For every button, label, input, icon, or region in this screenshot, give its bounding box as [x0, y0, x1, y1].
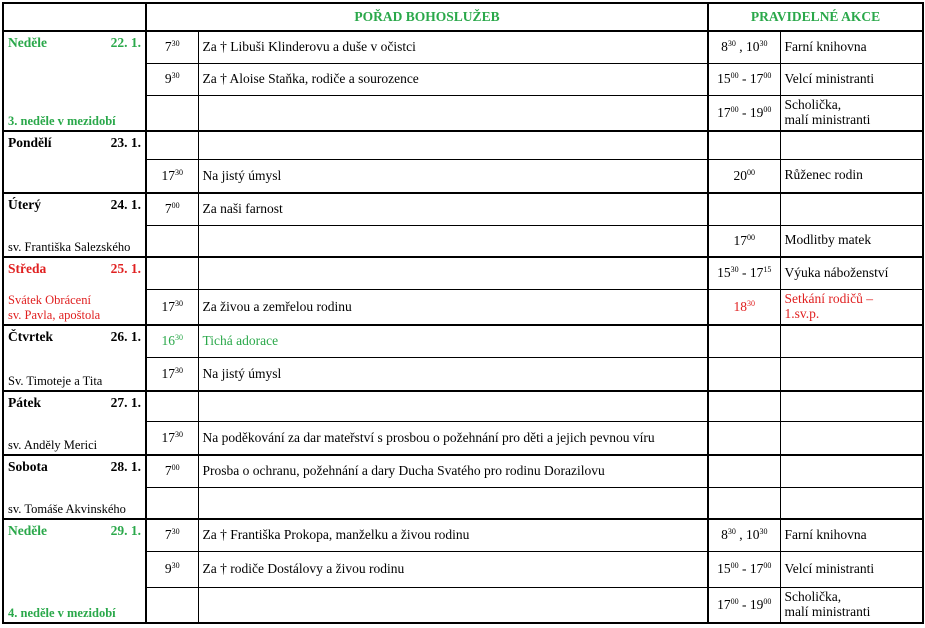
service-time [146, 159, 198, 193]
activity-time [708, 421, 780, 455]
time-hour: 17 [717, 104, 731, 120]
activity-name [780, 63, 923, 95]
time-minute: 30 [171, 561, 180, 570]
day-name: Středa [8, 261, 47, 276]
day-date: 23. 1. [110, 135, 141, 150]
activity-name [780, 325, 923, 357]
time-hour: 15 [717, 561, 731, 576]
day-cell [3, 325, 146, 391]
time-hour: - 17 [738, 71, 764, 86]
activity-line: malí ministranti [784, 603, 871, 619]
activity-time [708, 31, 780, 63]
header-blank [3, 3, 146, 31]
time-hour: - 19 [738, 596, 764, 612]
service-intention [198, 131, 708, 159]
activity-line: Farní knihovna [784, 526, 867, 542]
time-minute: 30 [727, 527, 736, 537]
service-time [146, 391, 198, 421]
service-intention [198, 225, 708, 257]
time-hour: 17 [161, 167, 175, 183]
time-hour: 17 [733, 232, 747, 248]
service-intention [198, 587, 708, 623]
service-time [146, 63, 198, 95]
service-intention: Za živou a zemřelou rodinu [198, 289, 708, 325]
activity-name [780, 487, 923, 519]
day-subtitle-line: 4. neděle v mezidobí [8, 605, 116, 620]
time-minute: 30 [175, 333, 183, 343]
activity-time [708, 519, 780, 551]
service-intention [198, 391, 708, 421]
day-subtitle [8, 606, 116, 620]
service-time [146, 519, 198, 551]
day-subtitle [8, 114, 116, 128]
time-hour: - 19 [738, 104, 764, 120]
activity-name [780, 159, 923, 193]
day-name: Neděle [8, 35, 47, 50]
activity-name [780, 357, 923, 391]
time-hour: 17 [717, 596, 731, 612]
activity-line: Setkání rodičů – [784, 290, 873, 306]
activity-line: Výuka náboženství [784, 264, 889, 280]
activity-name [780, 391, 923, 421]
activity-line: Růženec rodin [784, 167, 863, 183]
header-row [3, 3, 923, 31]
time-hour: 16 [161, 333, 175, 349]
day-cell [3, 391, 146, 455]
day-cell [3, 131, 146, 193]
service-time [146, 225, 198, 257]
header-services: POŘAD BOHOSLUŽEB [146, 3, 708, 31]
day-name: Úterý [8, 197, 41, 212]
service-intention: Na poděkování za dar mateřství s prosbou o požehnání pro děti a jejich pevnou víru [198, 421, 708, 455]
day-date: 26. 1. [110, 329, 141, 344]
day-subtitle-line: 3. neděle v mezidobí [8, 113, 116, 128]
time-hour: 9 [164, 71, 172, 86]
activity-time [708, 455, 780, 487]
service-time [146, 487, 198, 519]
activity-line: Modlitby matek [784, 232, 872, 248]
schedule-row [3, 193, 923, 225]
schedule-table [2, 2, 924, 624]
time-hour: 15 [717, 265, 731, 281]
time-hour: 7 [164, 201, 172, 217]
service-time [146, 289, 198, 325]
activity-time [708, 325, 780, 357]
day-subtitle [8, 240, 130, 254]
time-hour: 15 [717, 71, 731, 86]
activity-time [708, 159, 780, 193]
activity-line: malí ministranti [784, 111, 871, 127]
time-hour: 8 [721, 39, 728, 55]
time-minute: 30 [171, 71, 180, 80]
service-intention: Za naši farnost [198, 193, 708, 225]
time-hour: - 17 [738, 265, 764, 281]
activity-name [780, 95, 923, 131]
time-minute: 30 [175, 429, 183, 439]
time-minute: 00 [763, 71, 772, 80]
time-minute: 15 [763, 265, 772, 275]
time-minute: 30 [175, 365, 183, 375]
day-subtitle-line: Sv. Timoteje a Tita [8, 373, 103, 388]
time-minute: 30 [759, 527, 768, 537]
activity-time [708, 391, 780, 421]
activity-line: Velcí ministranti [784, 560, 875, 576]
day-subtitle-line: sv. Tomáše Akvinského [8, 501, 126, 516]
time-minute: 30 [759, 39, 768, 49]
activity-name [780, 519, 923, 551]
header-activities: PRAVIDELNÉ AKCE [708, 3, 923, 31]
service-time [146, 257, 198, 289]
time-hour: 8 [721, 527, 728, 543]
time-hour: , 10 [735, 527, 760, 543]
activity-line: Farní knihovna [784, 38, 867, 54]
activity-name [780, 455, 923, 487]
time-hour: - 17 [738, 561, 764, 576]
day-name: Neděle [8, 523, 47, 538]
activity-name [780, 225, 923, 257]
time-minute: 30 [175, 167, 183, 177]
day-date: 28. 1. [110, 459, 141, 474]
service-time [146, 31, 198, 63]
time-hour: 20 [733, 167, 747, 183]
service-time [146, 587, 198, 623]
time-hour: 7 [164, 527, 172, 543]
day-cell [3, 193, 146, 257]
activity-line: Scholička, [784, 588, 842, 604]
schedule-row [3, 31, 923, 63]
time-hour: 7 [164, 39, 172, 55]
schedule-row [3, 391, 923, 421]
day-subtitle [8, 502, 126, 516]
time-minute: 00 [763, 561, 772, 570]
day-subtitle [8, 438, 97, 452]
day-date: 29. 1. [110, 523, 141, 538]
activity-time [708, 63, 780, 95]
time-hour: 18 [733, 298, 747, 314]
time-hour: 17 [161, 298, 175, 314]
service-intention [198, 487, 708, 519]
time-hour: , 10 [735, 39, 760, 55]
time-minute: 00 [730, 104, 739, 114]
time-minute: 30 [747, 298, 755, 308]
day-name: Sobota [8, 459, 48, 474]
day-cell [3, 455, 146, 519]
day-name: Pátek [8, 395, 41, 410]
service-intention: Prosba o ochranu, požehnání a dary Ducha Svatého pro rodinu Dorazilovu [198, 455, 708, 487]
service-time [146, 131, 198, 159]
activity-time [708, 95, 780, 131]
activity-line: Scholička, [784, 96, 842, 112]
day-date: 27. 1. [110, 395, 141, 410]
day-subtitle-line: sv. Františka Salezského [8, 239, 131, 254]
activity-time [708, 193, 780, 225]
time-minute: 00 [171, 463, 180, 473]
service-time [146, 455, 198, 487]
activity-name [780, 193, 923, 225]
activity-line: Velcí ministranti [784, 70, 875, 86]
activity-line: 1.sv.p. [784, 305, 820, 321]
time-hour: 7 [164, 463, 172, 479]
activity-time [708, 587, 780, 623]
time-minute: 00 [763, 104, 772, 114]
time-minute: 30 [730, 265, 739, 275]
activity-name [780, 289, 923, 325]
time-hour: 9 [164, 561, 172, 576]
activity-name [780, 587, 923, 623]
day-cell [3, 257, 146, 325]
service-time [146, 95, 198, 131]
time-minute: 00 [171, 201, 180, 211]
day-date: 24. 1. [110, 197, 141, 212]
day-subtitle [8, 374, 102, 388]
service-time [146, 193, 198, 225]
time-hour: 17 [161, 429, 175, 445]
activity-name [780, 31, 923, 63]
time-minute: 00 [747, 232, 755, 242]
service-time [146, 325, 198, 357]
service-intention: Na jistý úmysl [198, 357, 708, 391]
service-intention: Na jistý úmysl [198, 159, 708, 193]
activity-name [780, 131, 923, 159]
activity-name [780, 551, 923, 587]
time-minute: 00 [730, 596, 739, 606]
service-time [146, 421, 198, 455]
service-time [146, 551, 198, 587]
schedule-row [3, 519, 923, 551]
day-name: Čtvrtek [8, 329, 53, 344]
activity-time [708, 131, 780, 159]
day-subtitle-line: Svátek Obrácení [8, 293, 91, 308]
schedule-row [3, 325, 923, 357]
activity-time [708, 487, 780, 519]
activity-time [708, 225, 780, 257]
schedule-row [3, 455, 923, 487]
service-intention [198, 257, 708, 289]
time-minute: 30 [171, 527, 180, 537]
time-minute: 00 [747, 167, 755, 177]
service-intention: Za † Libuši Klinderovu a duše v očistci [198, 31, 708, 63]
service-intention: Za † Aloise Staňka, rodiče a sourozence [198, 63, 708, 95]
time-minute: 00 [763, 596, 772, 606]
schedule-row [3, 257, 923, 289]
time-minute: 00 [730, 71, 739, 80]
time-hour: 17 [161, 365, 175, 381]
service-time [146, 357, 198, 391]
time-minute: 30 [171, 39, 180, 49]
day-date: 22. 1. [110, 35, 141, 50]
schedule-row [3, 131, 923, 159]
day-cell [3, 31, 146, 131]
activity-name [780, 421, 923, 455]
service-intention [198, 95, 708, 131]
time-minute: 30 [727, 39, 736, 49]
time-minute: 30 [175, 298, 183, 308]
activity-time [708, 257, 780, 289]
day-subtitle-line: sv. Anděly Merici [8, 437, 98, 452]
activity-time [708, 289, 780, 325]
day-cell [3, 519, 146, 623]
day-name: Pondělí [8, 135, 52, 150]
time-minute: 00 [730, 561, 739, 570]
day-date: 25. 1. [110, 261, 141, 276]
service-intention: Za † rodiče Dostálovy a živou rodinu [198, 551, 708, 587]
service-intention: Tichá adorace [198, 325, 708, 357]
activity-time [708, 357, 780, 391]
service-intention: Za † Františka Prokopa, manželku a živou rodinu [198, 519, 708, 551]
day-subtitle-line: sv. Pavla, apoštola [8, 307, 101, 322]
activity-time [708, 551, 780, 587]
day-subtitle [8, 293, 100, 322]
activity-name [780, 257, 923, 289]
